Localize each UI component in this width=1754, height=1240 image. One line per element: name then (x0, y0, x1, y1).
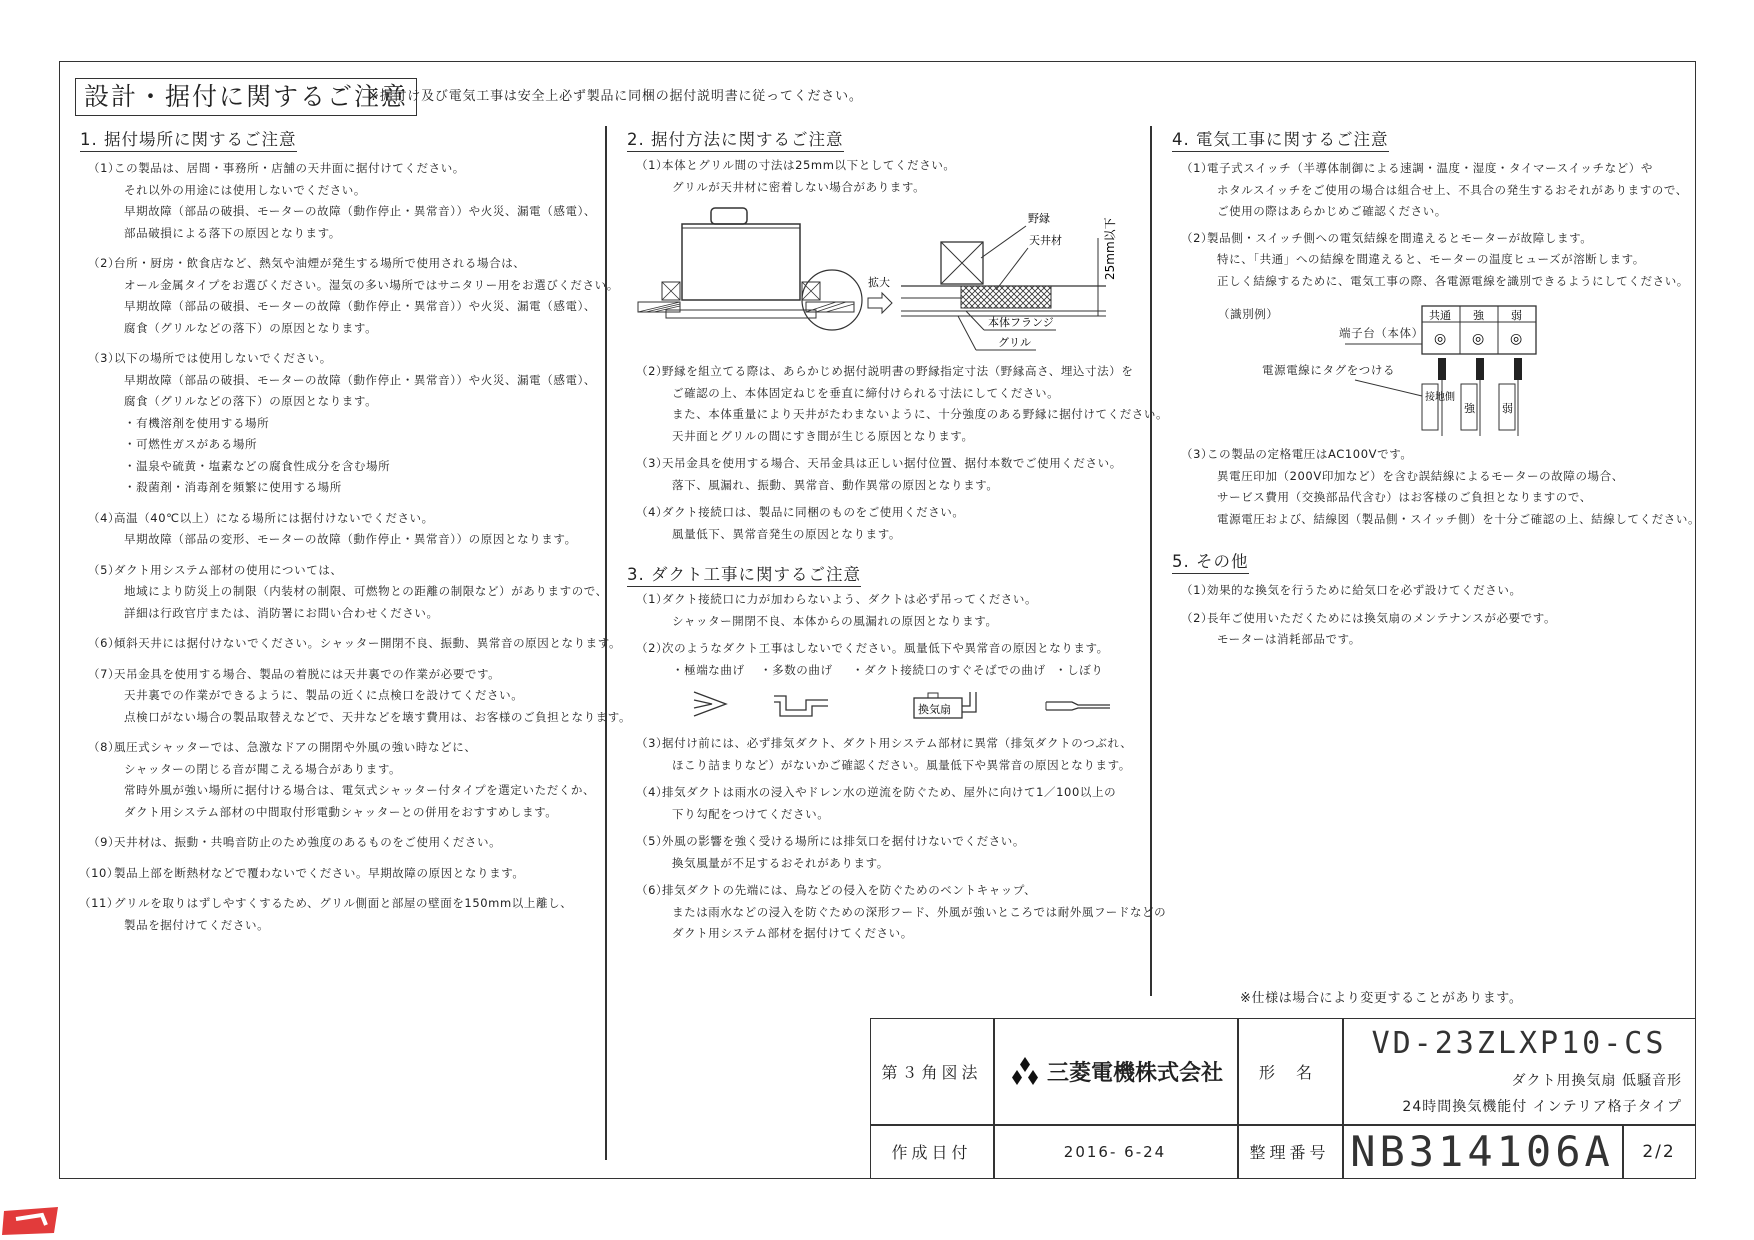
note-number: （1） (1181, 161, 1214, 175)
note-line: 排気ダクトの先端には、鳥などの侵入を防ぐためのベントキャップ、 (662, 883, 1037, 897)
col-strong: 強 (1473, 309, 1484, 322)
section-3-items-a (636, 589, 1109, 666)
note-line: ホタルスイッチをご使用の場合は組合せ上、不具合の発生するおそれがありますので、 (1217, 182, 1688, 197)
note-line: 特に、「共通」への結線を間違えると、モーターの温度ヒューズが溶断します。 (1217, 252, 1645, 266)
note-number: （2） (1181, 230, 1214, 245)
note-number: （2） (636, 364, 669, 378)
number-label: 整理番号 (1249, 1143, 1330, 1162)
note-line: サービス費用（交換部品代含む）はお客様のご負担となりますので、 (1217, 490, 1592, 504)
note-number: （7） (88, 666, 121, 681)
model-cell (1342, 1018, 1696, 1124)
note-number: （1） (88, 161, 121, 175)
duct-label-many-bends: ・多数の曲げ (760, 663, 833, 677)
note-line: 腐食（グリルなどの落下）の原因となります。 (124, 394, 378, 408)
note-line: ダクト用システム部材の使用については、 (114, 562, 343, 577)
note-line: 早期故障（部品の破損、モーターの故障（動作停止・異常音））や火災、漏電（感電）、 (124, 372, 597, 387)
note-line: 早期故障（部品の変形、モーターの故障（動作停止・異常音））の原因となります。 (124, 532, 577, 546)
note-number: （2） (88, 256, 121, 270)
section-3-items-b (636, 733, 1166, 951)
note-line: 天井面とグリルの間にすき間が生じる原因となります。 (672, 428, 974, 443)
note-item (636, 361, 1168, 447)
note-line: 以下の場所では使用しないでください。 (114, 351, 332, 365)
tag-label: 電源電線にタグをつける (1262, 363, 1396, 377)
note-item (88, 348, 631, 499)
note-line: 次のようなダクト工事はしないでください。風量低下や異常音の原因となります。 (662, 641, 1109, 655)
note-number: （6） (88, 636, 121, 650)
note-item (636, 831, 1166, 874)
enlarge-label: 拡大 (868, 276, 890, 289)
note-line: 部品破損による落下の原因となります。 (124, 225, 341, 240)
note-item (1181, 228, 1689, 293)
note-line: グリルが天井材に密着しない場合があります。 (672, 179, 926, 194)
note-line: 風量低下、異常音発生の原因となります。 (672, 526, 901, 541)
date-label: 作成日付 (891, 1143, 972, 1162)
note-item (88, 158, 631, 244)
note-line: 電子式スイッチ（半導体制御による速調・温度・湿度・タイマースイッチなど）や (1207, 161, 1653, 175)
duct-label-narrowing: ・しぼり (1055, 663, 1104, 677)
note-line: 長年ご使用いただくためには換気扇のメンテナンスが必要です。 (1207, 610, 1557, 625)
note-line: 天井裏での作業ができるように、製品の近くに点検口を設けてください。 (124, 688, 524, 702)
company-name: 三菱電機株式会社 (1046, 1060, 1223, 1086)
note-item (79, 863, 631, 885)
note-line: モーターは消耗部品です。 (1217, 632, 1361, 646)
model-desc-2: 24時間換気機能付 インテリア格子タイプ (1402, 1099, 1682, 1115)
fan-label: 換気扇 (918, 703, 951, 716)
note-number: （3） (1181, 447, 1214, 461)
col-common: 共通 (1429, 309, 1451, 322)
note-number: （1） (1181, 583, 1214, 597)
note-line: 点検口がない場合の製品取替えなどで、天井などを壊す費用は、お客様のご負担となります。 (124, 709, 632, 724)
model-number: VD-23ZLXP10-CS (1371, 1026, 1667, 1061)
terminal-diagram (1255, 300, 1555, 440)
note-item (79, 893, 631, 936)
note-number: （5） (88, 562, 121, 577)
note-line: 早期故障（部品の破損、モーターの故障（動作停止・異常音））や火災、漏電（感電）、 (124, 204, 597, 218)
note-item (636, 155, 956, 198)
note-number: （4） (636, 505, 669, 519)
note-line: 高温（40℃以上）になる場所には据付けないでください。 (114, 510, 434, 525)
note-line: 異電圧印加（200V印加など）を含む誤結線によるモーターの故障の場合、 (1217, 468, 1624, 483)
note-item (88, 633, 631, 655)
terminal-label: 端子台（本体） (1339, 326, 1424, 340)
section-1-heading: 1. 据付場所に関するご注意 (80, 126, 297, 152)
section-4-heading: 4. 電気工事に関するご注意 (1172, 126, 1389, 152)
note-line: ご確認の上、本体固定ねじを垂直に締付けられる寸法にしてください。 (672, 385, 1060, 400)
note-line: ほこり詰まりなど）がないかご確認ください。風量低下や異常音の原因となります。 (672, 757, 1131, 772)
note-number: （4） (636, 785, 669, 799)
section-5-heading: 5. その他 (1172, 548, 1249, 574)
note-line: ダクト接続口に力が加わらないよう、ダクトは必ず吊ってください。 (662, 592, 1038, 606)
note-item (636, 880, 1166, 945)
note-item (88, 832, 631, 854)
note-number: （5） (636, 834, 669, 848)
note-number: （6） (636, 883, 669, 897)
section-4-item-3 (1181, 444, 1700, 530)
note-line: 傾斜天井には据付けないでください。シャッター開閉不良、振動、異常音の原因となります。 (114, 636, 622, 650)
note-line: ・有機溶剤を使用する場所 (124, 415, 270, 430)
section-2-items (636, 361, 1168, 551)
note-line: 地域により防災上の制限（内装材の制限、可燃物との距離の制限など）がありますので、 (124, 584, 608, 598)
note-line: 製品を据付けてください。 (124, 917, 270, 932)
note-item (88, 664, 631, 729)
grille-label: グリル (998, 336, 1031, 349)
projection-method: 第３角図法 (881, 1062, 982, 1082)
note-number: （4） (88, 510, 121, 525)
note-line: 詳細は行政官庁または、消防署にお問い合わせください。 (124, 605, 439, 620)
note-number: （3） (88, 351, 121, 365)
note-line: シャッターの閉じる音が聞こえる場合があります。 (124, 761, 402, 776)
note-line: 排気ダクトは雨水の浸入やドレン水の逆流を防ぐため、屋外に向けて1／100以上の (662, 785, 1117, 799)
ceiling-label: 天井材 (1029, 234, 1062, 247)
note-number: （3） (636, 736, 669, 750)
note-number: （2） (1181, 610, 1214, 625)
dimension-label: 25mm以下 (1103, 217, 1117, 280)
duct-label-near-bend: ・ダクト接続口のすぐそばでの曲げ (852, 663, 1046, 677)
company-logo (993, 1018, 1237, 1124)
note-line: 早期故障（部品の破損、モーターの故障（動作停止・異常音））や火災、漏電（感電）、 (124, 299, 597, 313)
terminal-mark: ◎ (1510, 331, 1523, 347)
note-line: 本体とグリル間の寸法は25mm以下としてください。 (662, 158, 956, 172)
note-line: 電源電圧および、結線図（製品側・スイッチ側）を十分ご確認の上、結線してください。 (1217, 511, 1701, 526)
note-item (1181, 580, 1556, 602)
note-item (88, 737, 631, 823)
note-line: 正しく結線するために、電気工事の際、各電源電線を識別できるようにしてください。 (1217, 273, 1689, 288)
note-line: ・可燃性ガスがある場所 (124, 437, 258, 451)
note-number: （3） (636, 456, 669, 470)
three-diamonds-icon (1007, 1056, 1043, 1086)
tag-strong: 強 (1464, 402, 1475, 415)
note-line: ご使用の際はあらかじめご確認ください。 (1217, 204, 1447, 218)
note-number: （1） (636, 158, 669, 172)
section-1-body (79, 158, 632, 945)
note-number: （10） (79, 865, 120, 880)
note-line: 落下、風漏れ、振動、異常音、動作異常の原因となります。 (672, 477, 999, 492)
identification-example-label: （識別例） (1218, 307, 1279, 321)
ceiling-install-figure (636, 198, 1136, 358)
note-line: ・温泉や硫黄・塩素などの腐食性成分を含む場所 (124, 458, 391, 473)
note-item (1181, 608, 1556, 651)
terminal-mark: ◎ (1434, 331, 1447, 347)
section-4-items-a (1181, 158, 1689, 297)
col-weak: 弱 (1511, 309, 1522, 322)
note-item (636, 589, 1109, 632)
note-number: （9） (88, 835, 121, 849)
note-item (636, 638, 1109, 660)
note-number: （11） (79, 896, 120, 910)
note-item (1181, 444, 1700, 530)
tag-weak: 弱 (1502, 402, 1513, 415)
note-line: ダクト接続口は、製品に同梱のものをご使用ください。 (662, 505, 965, 519)
note-number: （1） (636, 592, 669, 606)
note-line: 腐食（グリルなどの落下）の原因となります。 (124, 320, 378, 335)
note-line: 風圧式シャッターでは、急激なドアの開閉や外風の強い時などに、 (114, 740, 477, 754)
note-line: 外風の影響を強く受ける場所には排気口を据付けないでください。 (662, 834, 1025, 848)
note-line: シャッター開閉不良、本体からの風漏れの原因となります。 (672, 613, 998, 628)
section-5-body (1181, 580, 1556, 657)
note-line: 製品側・スイッチ側への電気結線を間違えるとモーターが故障します。 (1207, 230, 1593, 245)
note-item (88, 508, 631, 551)
note-line: または雨水などの浸入を防ぐための深形フード、外風が強いところでは耐外風フードなどの (672, 904, 1167, 919)
note-line: この製品は、居間・事務所・店舗の天井面に据付けてください。 (114, 161, 465, 175)
note-line: 天吊金具を使用する場合、製品の着脱には天井裏での作業が必要です。 (114, 666, 501, 681)
note-item (1181, 158, 1689, 223)
nobuchi-label: 野縁 (1028, 212, 1050, 225)
note-line: それ以外の用途には使用しないでください。 (124, 182, 366, 197)
note-line: ダクト用システム部材の中間取付形電動シャッターとの併用をおすすめします。 (124, 804, 558, 819)
note-line: 天井材は、振動・共鳴音防止のため強度のあるものをご使用ください。 (114, 835, 502, 849)
note-number: （8） (88, 740, 121, 754)
note-line: 常時外風が強い場所に据付ける場合は、電気式シャッター付タイプを選定いただくか、 (124, 783, 596, 797)
document-number: NB314106A (1350, 1127, 1614, 1176)
note-line: また、本体重量により天井がたわまないように、十分強度のある野縁に据付けてください。 (672, 407, 1169, 421)
tag-ground-1: 接地側 (1425, 392, 1455, 403)
page-title: 設計・据付に関するご注意 (75, 78, 417, 116)
note-item (636, 453, 1168, 496)
note-line: 製品上部を断熱材などで覆わないでください。早期故障の原因となります。 (114, 865, 525, 880)
model-label: 形 名 (1258, 1062, 1321, 1082)
note-line: グリルを取りはずしやすくするため、グリル側面と部屋の壁面を150mm以上離し、 (114, 896, 573, 910)
note-line: 下り勾配をつけてください。 (672, 806, 830, 821)
duct-label-extreme-bend: ・極端な曲げ (672, 663, 745, 677)
note-line: 効果的な換気を行うために給気口を必ず設けてください。 (1207, 583, 1522, 597)
note-number: （2） (636, 641, 669, 655)
note-line: ・殺菌剤・消毒剤を頻繁に使用する場所 (124, 480, 342, 494)
spec-change-note: ※仕様は場合により変更することがあります。 (1240, 991, 1523, 1006)
note-line: 野縁を組立てる際は、あらかじめ据付説明書の野縁指定寸法（野縁高さ、埋込寸法）を (662, 364, 1134, 378)
duct-bad-examples-figure (690, 688, 1120, 728)
section-3-heading: 3. ダクト工事に関するご注意 (627, 561, 861, 587)
model-desc-1: ダクト用換気扇 低騒音形 (1511, 1073, 1682, 1089)
corner-logo-icon (2, 1205, 60, 1237)
note-item (636, 733, 1166, 776)
note-line: ダクト用システム部材を据付けてください。 (672, 926, 913, 940)
note-item (88, 560, 631, 625)
note-item (636, 782, 1166, 825)
note-line: 据付け前には、必ず排気ダクト、ダクト用システム部材に異常（排気ダクトのつぶれ、 (662, 736, 1133, 750)
creation-date: 2016- 6-24 (1063, 1142, 1167, 1161)
note-line: 天吊金具を使用する場合、天吊金具は正しい据付位置、据付本数でご使用ください。 (662, 456, 1122, 470)
note-line: 換気風量が不足するおそれがあります。 (672, 855, 889, 870)
note-item (636, 502, 1168, 545)
terminal-mark: ◎ (1472, 331, 1485, 347)
section-2-item-1 (636, 155, 956, 198)
note-line: この製品の定格電圧はAC100Vです。 (1207, 447, 1413, 461)
note-line: 台所・厨房・飲食店など、熱気や油煙が発生する場所で使用される場合は、 (114, 256, 526, 270)
flange-label: 本体フランジ (988, 316, 1054, 329)
note-item (88, 253, 631, 339)
section-2-heading: 2. 据付方法に関するご注意 (627, 126, 844, 152)
page-number: 2/2 (1642, 1141, 1676, 1162)
note-line: オール金属タイプをお選びください。湿気の多い場所ではサニタリー用をお選びください。 (124, 277, 619, 292)
safety-notice: ※据付け及び電気工事は安全上必ず製品に同梱の据付説明書に従ってください。 (368, 89, 863, 104)
